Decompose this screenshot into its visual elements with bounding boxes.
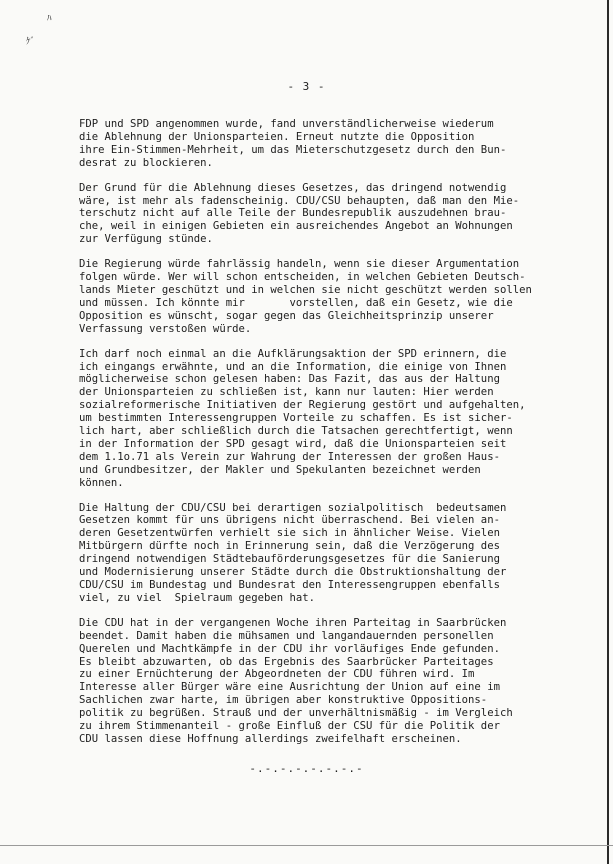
- paragraph-1: FDP und SPD angenommen wurde, fand unverständlicherweise wiederum die Ablehnung der Unionsparteien. Erneut nutzte die Opposition ihre Ein-Stimmen-Mehrheit, um das Mieterschutzgesetz durch den Bun- desrat zu blockieren.: [79, 118, 507, 169]
- margin-mark-2: ｹﾞ: [26, 37, 36, 47]
- paragraph-4: Ich darf noch einmal an die Aufklärungsaktion der SPD erinnern, die ich eingangs erwähnte, und an die Information, die einige von Ihnen möglicherweise schon gelesen haben: Das Fazit, das aus der Haltung der Unionsparteien zu schließen ist, kann nur lauten: Hier werden sozialreformerische Initiativen der Regierung gestört und aufgehalten, um bestimmten Interessengruppen Vorteile zu schaffen. Es ist sicher- lich hart, aber schließlich durch die Tatsachen gerechtfertigt, wenn in der Information der SPD gesagt wird, daß die Unionsparteien seit dem 1.1o.71 als Verein zur Wahrung der Interessen der großen Haus- und Grundbesitzer, der Makler und Spekulanten bezeichnet werden können.: [79, 347, 526, 489]
- closing-mark: -.-.-.-.-.-.-.-: [249, 762, 364, 775]
- page-number: - 3 -: [287, 80, 326, 93]
- scan-edge-bottom: [0, 845, 613, 846]
- margin-mark-1: ﾊ: [47, 14, 52, 24]
- paragraph-3: Die Regierung würde fahrlässig handeln, wenn sie dieser Argumentation folgen würde. Wer will schon entscheiden, in welchen Gebieten Deutsch- lands Mieter geschützt und in welchen sie nicht geschützt werden sollen und müssen. Ich könnte mir vorstellen, daß ein Gesetz, wie die Opposition es wünscht, sogar gegen das Gleichheitsprinzip unserer Verfassung verstoßen würde.: [79, 258, 532, 335]
- paragraph-6: Die CDU hat in der vergangenen Woche ihren Parteitag in Saarbrücken beendet. Damit haben die mühsamen und langandauernden personellen Querelen und Machtkämpfe in der CDU ihr vorläufiges Ende gefunden. Es bleibt abzuwarten, ob das Ergebnis des Saarbrücker Parteitages zu einer Ernüchterung der Abgeordneten der CDU führen wird. Im Interesse aller Bürger wäre eine Ausrichtung der Union auf eine im Sachlichen zwar harte, im übrigen aber konstruktive Oppositions- politik zu begrüßen. Strauß und der unverhältnismäßig - im Vergleich zu ihrem Stimmenanteil - große Einfluß der CSU für die Politik der CDU lassen diese Hoffnung allerdings zweifelhaft erscheinen.: [79, 616, 513, 745]
- paragraph-5: Die Haltung der CDU/CSU bei derartigen sozialpolitisch bedeutsamen Gesetzen kommt für uns übrigens nicht überraschend. Bei vielen an- deren Gesetzentwürfen verhielt sie sich in ähnlicher Weise. Vielen Mitbürgern dürfte noch in Erinnerung sein, daß die Verzögerung des dringend notwendigen Städtebauförderungsgesetzes für die Sanierung und Modernisierung unserer Städte durch die Obstruktionshaltung der CDU/CSU im Bundestag und Bundesrat den Interessengruppen ebenfalls viel, zu viel Spielraum gegeben hat.: [79, 501, 507, 604]
- body-text: [79, 118, 567, 758]
- scan-edge-right: [607, 0, 609, 864]
- paragraph-2: Der Grund für die Ablehnung dieses Gesetzes, das dringend notwendig wäre, ist mehr als fadenscheinig. CDU/CSU behaupten, daß man den Mie- terschutz nicht auf alle Teile der Bundesrepublik auszudehnen brau- che, weil in einigen Gebieten ein ausreichendes Angebot an Wohnungen zur Verfügung stünde.: [79, 181, 520, 246]
